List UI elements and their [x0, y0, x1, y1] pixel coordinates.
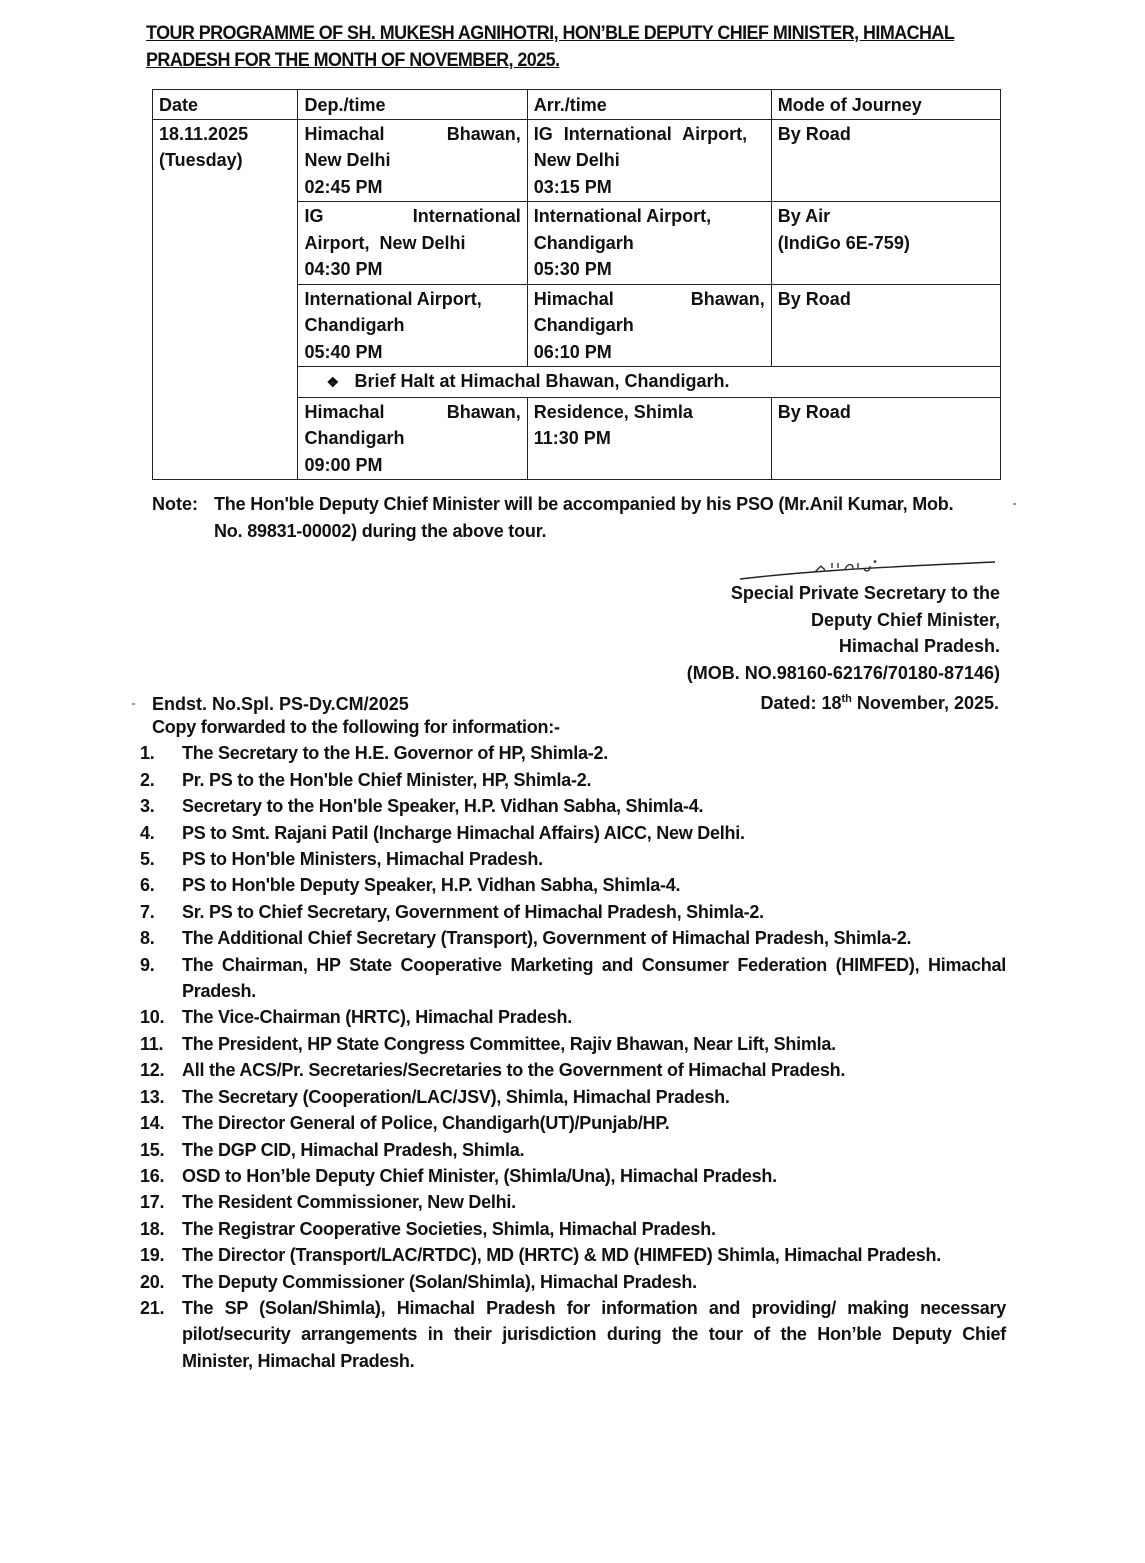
date-prefix: Dated: 18: [760, 693, 842, 713]
departure-place: International Airport,: [304, 288, 482, 309]
halt-text: Brief Halt at Himachal Bhawan, Chandigarh.: [354, 371, 730, 391]
list-item-text: The Registrar Cooperative Societies, Shimla, Himachal Pradesh.: [182, 1218, 716, 1239]
departure-city: New Delhi: [304, 150, 391, 170]
list-item-text: Pr. PS to the Hon'ble Chief Minister, HP, Shimla-2.: [182, 769, 592, 790]
list-item-text: PS to Hon'ble Ministers, Himachal Pradesh.: [182, 849, 543, 870]
arrival-place: Residence, Shimla: [533, 401, 693, 422]
date-suffix-sup: th: [841, 693, 852, 705]
signature-block: [640, 560, 1000, 686]
list-item-text: The Director General of Police, Chandigarh(UT)/Punjab/HP.: [182, 1113, 670, 1134]
halt-cell: [298, 367, 1001, 398]
list-item-text: The Additional Chief Secretary (Transport), Government of Himachal Pradesh, Shimla-2.: [182, 928, 912, 949]
list-item: [140, 925, 1006, 951]
departure-place: Bhawan,: [446, 123, 521, 144]
arrival-place: Bhawan,: [690, 288, 765, 309]
list-item-number: 8.: [140, 928, 155, 949]
list-item: [140, 952, 1006, 1005]
arrival-cell: [527, 202, 771, 285]
list-item-number: 9.: [140, 954, 155, 975]
date-rest: November, 2025.: [851, 693, 999, 713]
copy-forward-list: [140, 714, 1006, 1374]
arrival-place: International Airport,: [533, 206, 712, 226]
note-line-1: The Hon'ble Deputy Chief Minister will be accompanied by his PSO (Mr.Anil Kumar, Mob.: [214, 494, 954, 514]
list-item-number: 19.: [140, 1245, 165, 1266]
scan-speck: [1013, 503, 1016, 505]
departure-place: Bhawan,: [446, 401, 521, 422]
list-item-number: 3.: [140, 796, 155, 817]
note-section: [152, 491, 1012, 545]
list-item: [140, 899, 1006, 925]
endorsement-number: Endst. No.Spl. PS-Dy.CM/2025: [152, 694, 409, 714]
table-row: [153, 119, 1001, 202]
mode-cell: [771, 202, 1000, 285]
departure-cell: [298, 397, 527, 480]
list-item-text: The Resident Commissioner, New Delhi.: [182, 1192, 516, 1213]
list-item: [140, 1084, 1006, 1110]
diamond-bullet-icon: ❖: [326, 374, 340, 390]
title-line-1: TOUR PROGRAMME OF SH. MUKESH AGNIHOTRI, HON’BLE DEPUTY CHIEF MINISTER, HIMACHAL: [146, 22, 955, 44]
arrival-cell: [527, 119, 771, 202]
list-item-text: The Secretary (Cooperation/LAC/JSV), Shimla, Himachal Pradesh.: [182, 1086, 730, 1107]
arrival-place: IG International Airport,: [533, 123, 748, 144]
arrival-city: Chandigarh: [533, 315, 634, 335]
departure-city: Chandigarh: [304, 428, 405, 448]
signatory-mobile: (MOB. NO.98160-62176/70180-87146): [686, 662, 1000, 683]
list-item: [140, 1004, 1006, 1030]
list-item-number: 17.: [140, 1192, 165, 1213]
list-item-number: 15.: [140, 1139, 165, 1160]
list-item-number: 13.: [140, 1086, 165, 1107]
signatory-office: Deputy Chief Minister,: [810, 609, 1000, 630]
list-item: [140, 820, 1006, 846]
document-title: [146, 20, 955, 74]
list-item-text: The Chairman, HP State Cooperative Marketing and Consumer Federation (HIMFED), Himachal Pradesh.: [182, 954, 1006, 1002]
arrival-time: 11:30 PM: [533, 428, 611, 448]
list-item: [140, 1031, 1006, 1057]
list-item: [140, 1295, 1006, 1374]
header-arrival: Arr./time: [527, 90, 771, 120]
list-item-text: Sr. PS to Chief Secretary, Government of Himachal Pradesh, Shimla-2.: [182, 901, 764, 922]
list-item: [140, 740, 1006, 766]
arrival-time: 06:10 PM: [533, 341, 612, 362]
list-item-text: The Vice-Chairman (HRTC), Himachal Pradesh.: [182, 1007, 573, 1028]
list-item: [140, 1057, 1006, 1083]
list-item-number: 16.: [140, 1165, 165, 1186]
departure-place: Himachal: [304, 123, 385, 144]
list-item: [140, 1216, 1006, 1242]
list-item: [140, 846, 1006, 872]
list-item-number: 4.: [140, 822, 155, 843]
list-item: [140, 872, 1006, 898]
note-line-2: No. 89831-00002) during the above tour.: [214, 521, 547, 541]
mode-cell: [771, 284, 1000, 367]
departure-city: Airport, New Delhi: [304, 232, 466, 253]
list-item-number: 5.: [140, 849, 155, 870]
list-item: [140, 793, 1006, 819]
list-item-text: PS to Smt. Rajani Patil (Incharge Himachal Affairs) AICC, New Delhi.: [182, 822, 745, 843]
departure-time: 09:00 PM: [304, 454, 383, 475]
arrival-place: Himachal: [533, 288, 614, 309]
note-label: Note:: [152, 494, 198, 514]
list-item-text: The Secretary to the H.E. Governor of HP, Shimla-2.: [182, 743, 609, 764]
mode-cell: [771, 397, 1000, 480]
departure-city: Chandigarh: [304, 315, 405, 335]
scan-speck: [132, 703, 135, 705]
arrival-city: New Delhi: [533, 150, 620, 170]
signatory-designation: Special Private Secretary to the: [730, 583, 1000, 603]
header-date: Date: [153, 90, 298, 120]
date-cell: [153, 119, 298, 480]
departure-time: 04:30 PM: [304, 259, 383, 279]
arrival-time: 03:15 PM: [533, 176, 612, 197]
list-item: [140, 1110, 1006, 1136]
departure-place: IG: [304, 206, 324, 226]
list-item-text: The SP (Solan/Shimla), Himachal Pradesh for information and providing/ making necessary pilot/security arrangements in their jurisdiction during the tour of the Hon’ble Deputy Chief Minister, Himachal Pradesh.: [182, 1297, 1006, 1371]
list-item-number: 1.: [140, 743, 155, 764]
journey-mode: By Road: [777, 288, 851, 309]
list-item: [140, 1269, 1006, 1295]
list-item-text: OSD to Hon’ble Deputy Chief Minister, (Shimla/Una), Himachal Pradesh.: [182, 1165, 777, 1186]
arrival-cell: [527, 284, 771, 367]
departure-time: 02:45 PM: [304, 176, 383, 197]
list-item-number: 11.: [140, 1033, 164, 1054]
list-item: [140, 1242, 1006, 1268]
list-item-text: The Deputy Commissioner (Solan/Shimla), Himachal Pradesh.: [182, 1271, 697, 1292]
departure-cell: [298, 284, 527, 367]
departure-cell: [298, 119, 527, 202]
arrival-city: Chandigarh: [533, 232, 634, 253]
departure-place: International: [412, 206, 521, 226]
table-header-row: [153, 90, 1001, 120]
list-item-text: Secretary to the Hon'ble Speaker, H.P. Vidhan Sabha, Shimla-4.: [182, 796, 704, 817]
list-item-number: 6.: [140, 875, 155, 896]
list-item-number: 14.: [140, 1113, 165, 1134]
tour-date: 18.11.2025: [159, 123, 249, 144]
header-mode: Mode of Journey: [771, 90, 1000, 120]
arrival-time: 05:30 PM: [533, 259, 612, 279]
tour-day: (Tuesday): [159, 150, 243, 170]
tour-schedule-table: [152, 89, 1001, 480]
departure-cell: [298, 202, 527, 285]
departure-place: Himachal: [304, 401, 385, 422]
departure-time: 05:40 PM: [304, 341, 383, 362]
list-item-number: 20.: [140, 1271, 165, 1292]
list-item: [140, 1189, 1006, 1215]
mode-cell: [771, 119, 1000, 202]
list-item-text: PS to Hon'ble Deputy Speaker, H.P. Vidhan Sabha, Shimla-4.: [182, 875, 681, 896]
list-item-text: The Director (Transport/LAC/RTDC), MD (HRTC) & MD (HIMFED) Shimla, Himachal Pradesh.: [182, 1245, 942, 1266]
list-item-text: All the ACS/Pr. Secretaries/Secretaries to the Government of Himachal Pradesh.: [182, 1060, 846, 1081]
journey-mode: By Air: [777, 206, 831, 226]
title-line-2: PRADESH FOR THE MONTH OF NOVEMBER, 2025.: [146, 49, 560, 71]
list-item-text: The DGP CID, Himachal Pradesh, Shimla.: [182, 1139, 525, 1160]
list-item: [140, 767, 1006, 793]
list-item-number: 18.: [140, 1218, 165, 1239]
list-item: [140, 1163, 1006, 1189]
signatory-state: Himachal Pradesh.: [838, 636, 1000, 656]
list-item-number: 2.: [140, 769, 155, 790]
header-departure: Dep./time: [298, 90, 527, 120]
arrival-cell: [527, 397, 771, 480]
endorsement-date: [760, 686, 999, 717]
list-item-number: 10.: [140, 1007, 165, 1028]
list-item-number: 7.: [140, 901, 155, 922]
flight-detail: (IndiGo 6E-759): [777, 232, 910, 253]
journey-mode: By Road: [777, 401, 851, 422]
journey-mode: By Road: [777, 123, 851, 144]
list-item: [140, 1137, 1006, 1163]
list-item-number: 12.: [140, 1060, 165, 1081]
list-item-text: The President, HP State Congress Committee, Rajiv Bhawan, Near Lift, Shimla.: [182, 1033, 836, 1054]
list-item-number: 21.: [140, 1297, 165, 1318]
copy-intro: Copy forwarded to the following for information:-: [152, 717, 560, 737]
